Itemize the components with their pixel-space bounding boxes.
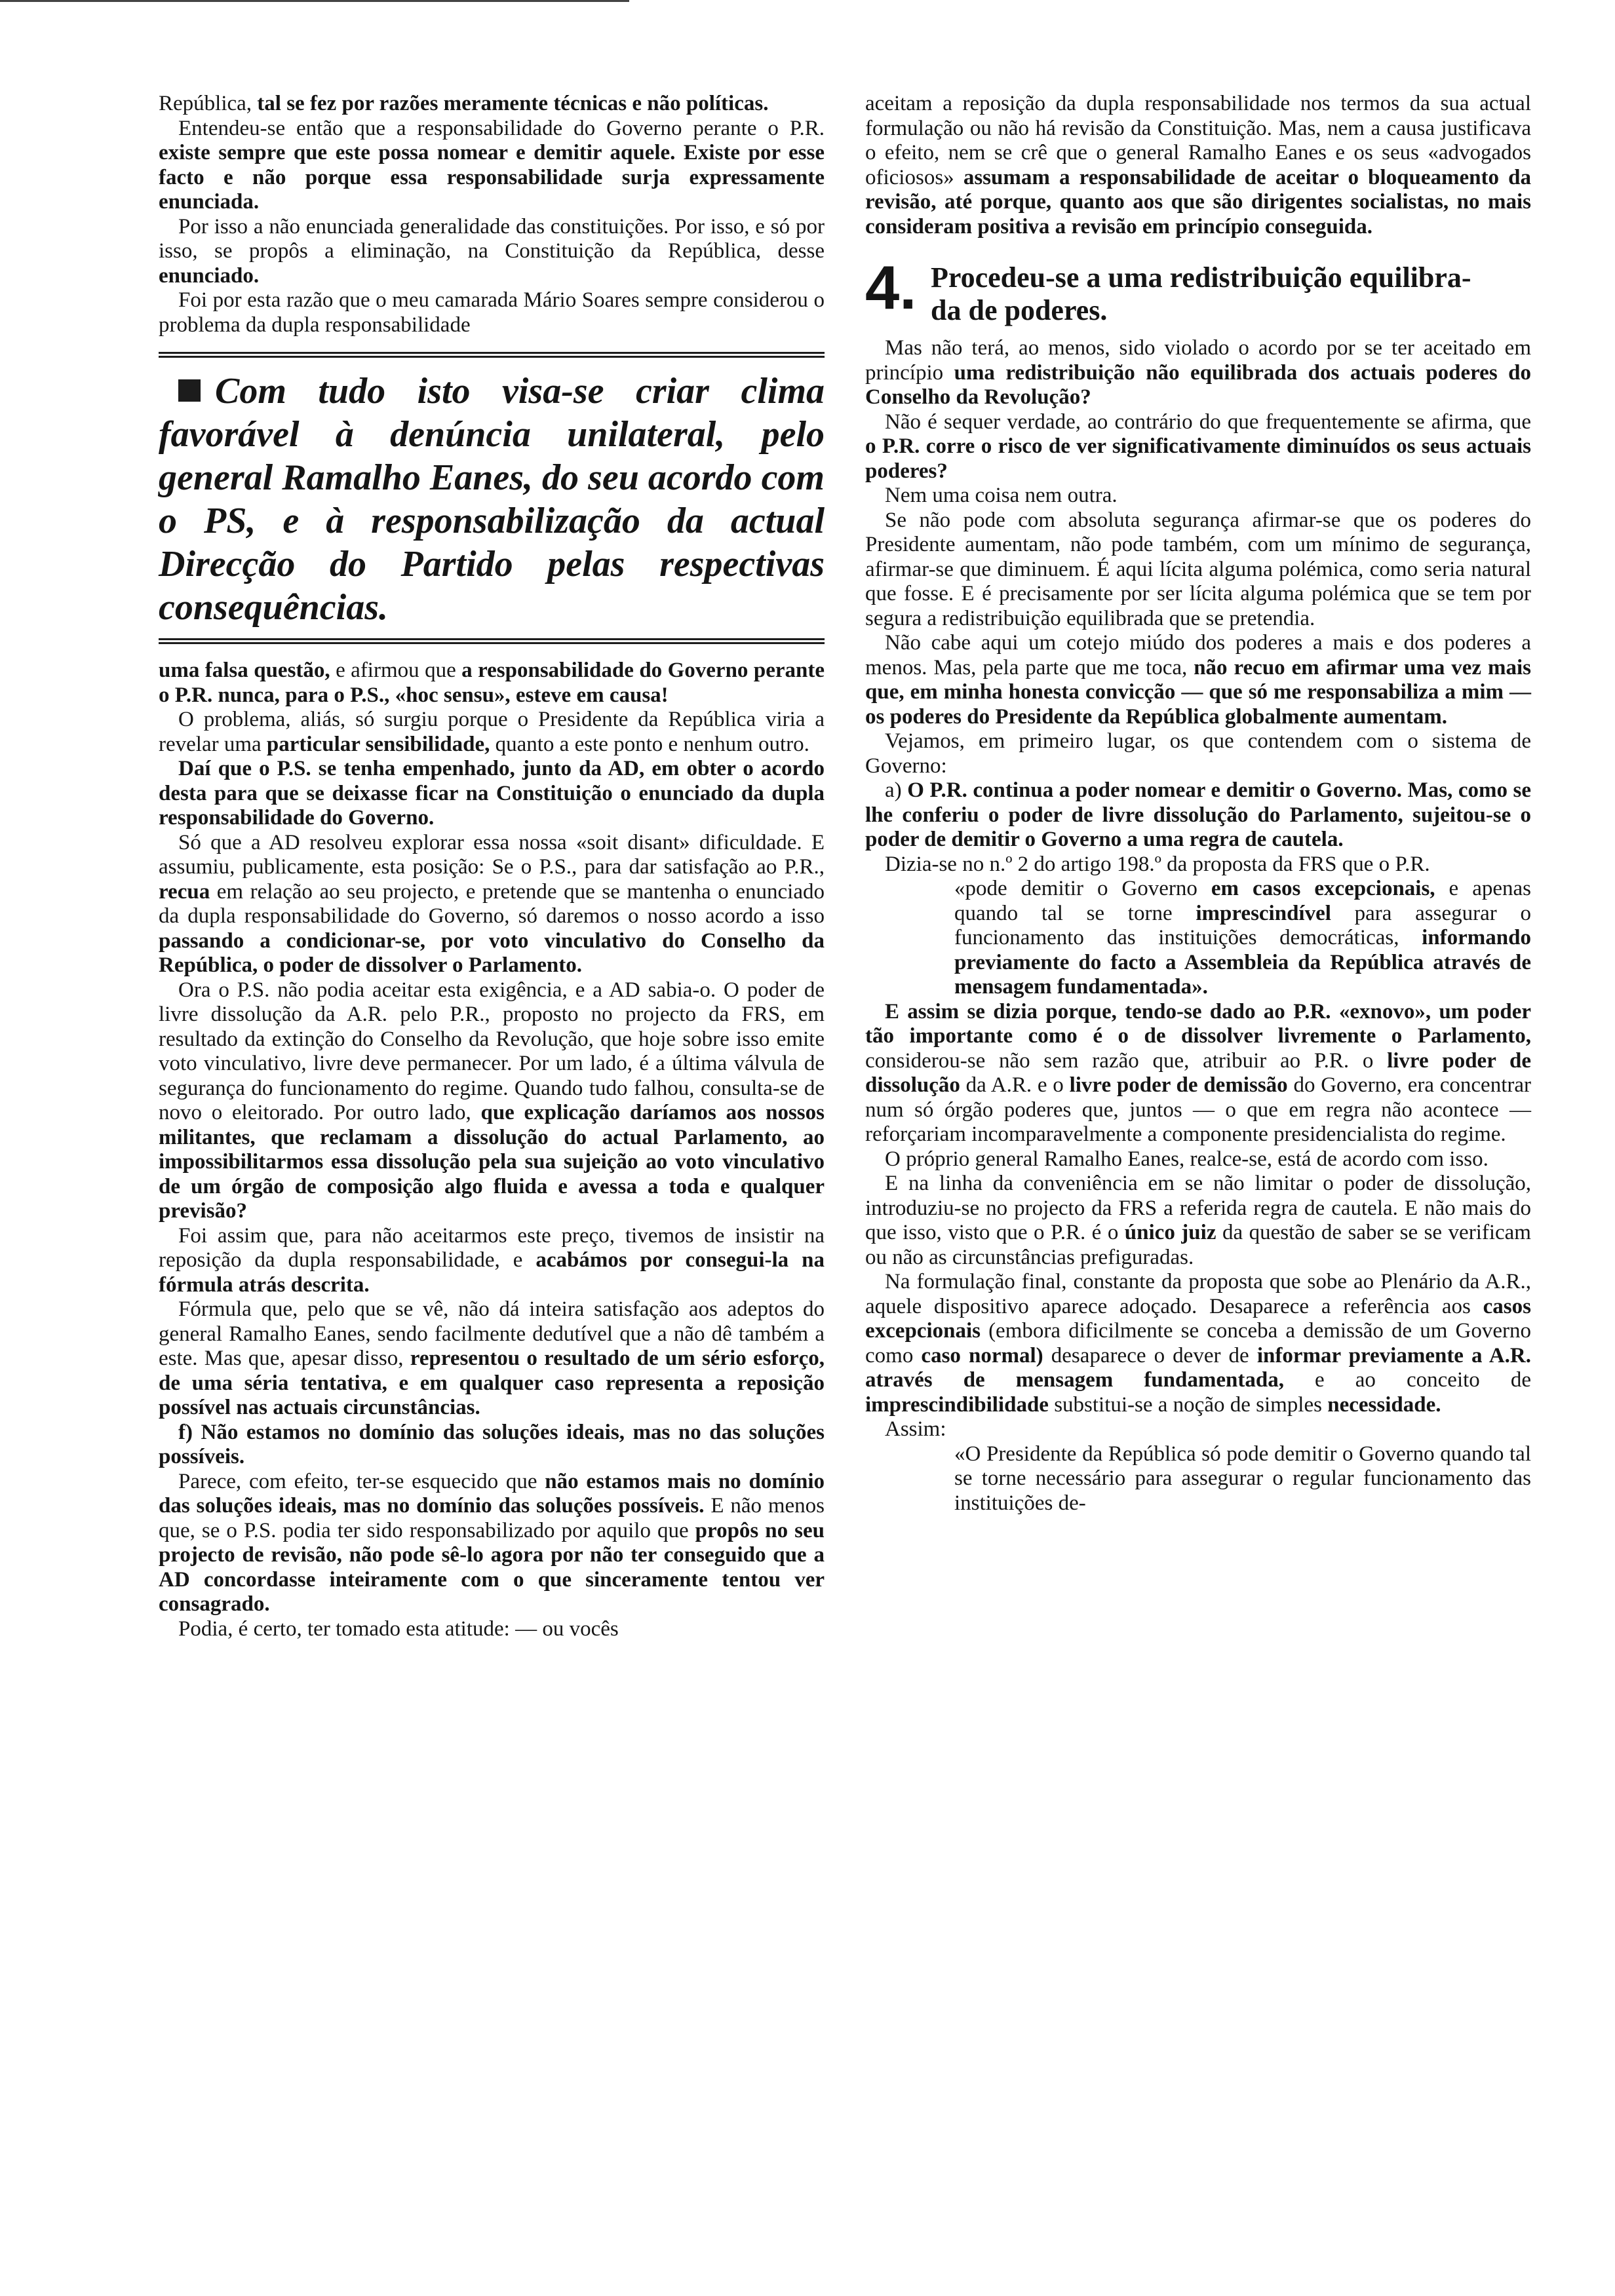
text-run: quanto a este ponto e nenhum outro.: [490, 732, 809, 756]
text-run: aceitam a reposição da dupla responsabilidade nos termos da sua actual formulação ou não há revisão da Constituição. Mas, nem a causa justificava o efeito, nem se crê que o general Ramalho Eanes e os seus «advogados oficiosos»: [865, 92, 1531, 189]
paragraph: [865, 729, 1531, 778]
text-run: Na formulação final, constante da proposta que sobe ao Plenário da A.R., aquele dispositivo aparece adoçado. Desaparece a referência aos: [865, 1270, 1531, 1318]
bold-text-run: não estamos mais no domínio das soluções ideais, mas no domínio das soluções possíveis.: [159, 1469, 825, 1518]
bold-text-run: representou o resultado de um sério esforço, de uma séria tentativa, e em qualquer caso representa a reposição possível nas actuais circunstâncias.: [159, 1347, 825, 1419]
text-run: Nem uma coisa nem outra.: [885, 484, 1118, 507]
bold-text-run: particular sensibilidade,: [266, 732, 490, 756]
bold-text-run: tal se fez por razões meramente técnicas e não políticas.: [257, 92, 769, 115]
text-run: e afirmou que: [336, 659, 462, 682]
bold-text-run: a responsabilidade do Governo perante o P.R. nunca, para o P.S., «hoc sensu», esteve em causa!: [159, 659, 825, 707]
block-quote: [954, 877, 1531, 1000]
section-title-line: da de poderes.: [931, 294, 1108, 326]
bold-text-run: passando a condicionar-se, por voto vinculativo do Conselho da República, o poder de dissolver o Parlamento.: [159, 928, 825, 977]
text-run: e apenas quando tal se torne: [954, 877, 1531, 925]
text-run: O próprio general Ramalho Eanes, realce-se, está de acordo com isso.: [885, 1147, 1489, 1171]
bold-text-run: Daí que o P.S. se tenha empenhado, junto da AD, em obter o acordo desta para que se deixasse ficar na Constituição o enunciado da dupla responsabilidade do Governo.: [159, 757, 825, 830]
section-heading: [865, 253, 1531, 330]
left-column: [159, 92, 825, 1641]
paragraph: [865, 852, 1531, 877]
text-run: Foi por esta razão que o meu camarada Mário Soares sempre considerou o problema da dupla responsabilidade: [159, 288, 825, 337]
paragraph: [865, 92, 1531, 239]
text-run: Fórmula que, pelo que se vê, não dá inteira satisfação aos adeptos do general Ramalho Eanes, sendo facilmente dedutível que a não dê também a este. Mas que, apesar disso,: [159, 1297, 825, 1370]
paragraph: [159, 659, 825, 708]
paragraph: [865, 410, 1531, 484]
bold-text-run: imprescindibilidade: [865, 1392, 1049, 1417]
paragraph: [865, 484, 1531, 508]
bold-text-run: O P.R. continua a poder nomear e demitir o Governo. Mas, como se lhe conferiu o poder de livre dissolução do Parlamento, sujeitou-se o poder de demitir o Governo a uma regra de cautela.: [865, 778, 1531, 851]
bold-text-run: que explicação daríamos aos nossos militantes, que reclamam a dissolução do actual Parlamento, ao impossibilitarmos essa dissolução pela sua sujeição ao voto vinculativo de um órgão de composição algo fluida e avessa a toda e qualquer previsão?: [159, 1101, 825, 1223]
paragraph: [865, 1270, 1531, 1417]
paragraph: [865, 1417, 1531, 1442]
text-run: Não é sequer verdade, ao contrário do que frequentemente se afirma, que: [885, 410, 1531, 434]
bold-text-run: imprescindível: [1196, 901, 1331, 925]
paragraph: [865, 336, 1531, 410]
paragraph: [865, 631, 1531, 729]
paragraph: [159, 757, 825, 831]
text-run: República,: [159, 92, 258, 115]
paragraph: [865, 778, 1531, 852]
text-run: E na linha da conveniência em se não limitar o poder de dissolução, introduziu-se no projecto da FRS a referida regra de cautela. E não mais do que isso, visto que o P.R. é o: [865, 1172, 1531, 1244]
right-column: [865, 92, 1531, 1516]
bold-text-run: existe sempre que este possa nomear e demitir aquele. Existe por esse facto e não porque essa responsabilidade surja expressamente enunciada.: [159, 141, 825, 214]
bold-text-run: recua: [159, 879, 210, 904]
bold-text-run: necessidade.: [1327, 1392, 1441, 1417]
text-run: Mas não terá, ao menos, sido violado o acordo por se ter aceitado em princípio: [865, 336, 1531, 385]
bold-text-run: informar previamente a A.R. através de mensagem fundamentada,: [865, 1343, 1531, 1392]
text-run: Podia, é certo, ter tomado esta atitude: — ou vocês: [178, 1617, 619, 1641]
text-run: Ora o P.S. não podia aceitar esta exigência, e a AD sabia-o. O poder de livre dissolução da A.R. pelo P.R., proposto no projecto da FRS, em resultado da extinção do Conselho da Revolução, que hoje sobre isso emite voto vinculativo, livre deve permanecer. Por um lado, é a última válvula de segurança do funcionamento do regime. Quando tudo falhou, consulta-se de novo o eleitorado. Por outro lado,: [159, 978, 825, 1124]
paragraph: [865, 1000, 1531, 1147]
pull-quote: [159, 352, 825, 644]
paragraph: [159, 978, 825, 1224]
bold-text-run: único juiz: [1124, 1221, 1216, 1244]
paragraph: [159, 1470, 825, 1617]
top-rule: [0, 0, 629, 2]
paragraph: [159, 288, 825, 337]
text-run: Se não pode com absoluta segurança afirmar-se que os poderes do Presidente aumentam, não pode também, com um mínimo de segurança, afirmar-se que diminuem. É aqui lícita alguma polémica, como seria natural que fosse. E é precisamente por ser lícita alguma polémica que se tem por segura a redistribuição equilibrada que se pretendia.: [865, 508, 1531, 630]
text-run: da A.R. e o: [960, 1073, 1070, 1097]
text-run: Assim:: [885, 1417, 946, 1441]
paragraph: [159, 708, 825, 757]
text-run: Entendeu-se então que a responsabilidade do Governo perante o P.R.: [178, 116, 825, 140]
text-run: e ao conceito de: [1283, 1368, 1531, 1392]
text-run: Dizia-se no n.º 2 do artigo 198.º da proposta da FRS que o P.R.: [885, 852, 1430, 876]
section-number: 4.: [865, 253, 917, 322]
text-run: considerou-se não sem razão que, atribuir ao P.R. o: [865, 1048, 1388, 1073]
bold-text-run: E assim se dizia porque, tendo-se dado ao P.R. «exnovo», um poder tão importante como é o de dissolver livremente o Parlamento,: [865, 999, 1531, 1048]
text-run: da questão de saber se se verificam ou não as circunstâncias prefiguradas.: [865, 1221, 1531, 1269]
paragraph: [159, 1421, 825, 1470]
paragraph: [159, 92, 825, 117]
paragraph: [865, 1172, 1531, 1270]
paragraph: [159, 1617, 825, 1642]
text-run: «O Presidente da República só pode demitir o Governo quando tal se torne necessário para assegurar o regular funcionamento das instituições de-: [954, 1442, 1531, 1515]
bold-text-run: caso normal): [921, 1343, 1043, 1368]
paragraph: [865, 508, 1531, 632]
section-title: [931, 261, 1471, 327]
bold-text-run: uma falsa questão,: [159, 659, 336, 682]
bold-text-run: assumam a responsabilidade de aceitar o bloqueamento da revisão, até porque, quanto aos que são dirigentes socialistas, no mais consideram positiva a revisão em princípio conseguida.: [865, 165, 1531, 239]
paragraph: [159, 1224, 825, 1298]
text-run: Vejamos, em primeiro lugar, os que contendem com o sistema de Governo:: [865, 729, 1531, 778]
text-run: Por isso a não enunciada generalidade das constituições. Por isso, e só por isso, se propôs a eliminação, na Constituição da República, desse: [159, 214, 825, 263]
bold-text-run: em casos excepcionais,: [1211, 877, 1435, 900]
text-run: substitui-se a noção de simples: [1048, 1392, 1328, 1417]
block-quote: [954, 1442, 1531, 1516]
text-run: E não menos que, se o P.S. podia ter sido responsabilizado por aquilo que: [159, 1494, 825, 1542]
bold-text-run: propôs no seu projecto de revisão, não pode sê-lo agora por não ter conseguido que a AD concordasse inteiramente com o que sinceramente tentou ver consagrado.: [159, 1518, 825, 1616]
paragraph: [865, 1147, 1531, 1172]
text-run: a): [885, 778, 908, 802]
text-run: Não cabe aqui um cotejo miúdo dos poderes a mais e dos poderes a menos. Mas, pela parte que me toca,: [865, 631, 1531, 679]
bold-text-run: o P.R. corre o risco de ver significativamente diminuídos os seus actuais poderes?: [865, 434, 1531, 483]
bold-text-run: casos excepcionais: [865, 1294, 1531, 1343]
text-run: em relação ao seu projecto, e pretende que se mantenha o enunciado da dupla responsabilidade do Governo, só daremos o nosso acordo a isso: [159, 879, 825, 928]
paragraph: [159, 831, 825, 978]
bold-text-run: não recuo em afirmar uma vez mais que, em minha honesta convicção — que só me responsabiliza a mim — os poderes do Presidente da República globalmente aumentam.: [865, 655, 1532, 729]
bold-text-run: f) Não estamos no domínio das soluções ideais, mas no das soluções possíveis.: [159, 1420, 825, 1468]
text-run: Só que a AD resolveu explorar essa nossa «soit disant» dificuldade. E assumiu, publicamente, esta posição: Se o P.S., para dar satisfação ao P.R.,: [159, 830, 825, 879]
bold-text-run: livre poder de demissão: [1069, 1073, 1288, 1097]
bold-text-run: acabámos por consegui-la na fórmula atrás descrita.: [159, 1248, 825, 1297]
text-run: (embora dificilmente se conceba a demissão de um Governo como: [865, 1319, 1531, 1368]
text-run: Foi assim que, para não aceitarmos este preço, tivemos de insistir na reposição da dupla responsabilidade, e: [159, 1223, 825, 1272]
text-run: Parece, com efeito, ter-se esquecido que: [178, 1469, 545, 1493]
square-bullet-icon: [178, 379, 201, 402]
text-run: desaparece o dever de: [1043, 1343, 1257, 1368]
paragraph: [159, 117, 825, 215]
bold-text-run: enunciado.: [159, 263, 260, 288]
bold-text-run: uma redistribuição não equilibrada dos actuais poderes do Conselho da Revolução?: [865, 360, 1531, 409]
section-title-line: Procedeu-se a uma redistribuição equilibra-: [931, 261, 1471, 294]
paragraph: [159, 1297, 825, 1421]
text-run: para assegurar o funcionamento das instituições democráticas,: [954, 901, 1531, 949]
bold-text-run: livre poder de dissolução: [865, 1048, 1531, 1097]
paragraph: [159, 215, 825, 289]
text-run: «pode demitir o Governo: [954, 877, 1211, 900]
text-run: O problema, aliás, só surgiu porque o Presidente da República viria a revelar uma: [159, 708, 825, 756]
bold-text-run: informando previamente do facto a Assembleia da República através de mensagem fundamentada».: [954, 926, 1531, 999]
text-run: do Governo, era concentrar num só órgão poderes que, juntos — o que em regra não acontece — reforçariam incomparavelmente a componente presidencialista do regime.: [865, 1073, 1531, 1146]
pull-quote-text: Com tudo isto visa-se criar clima favorável à denúncia unilateral, pelo general Ramalho Eanes, do seu acordo com o PS, e à responsabilização da actual Direcção do Partido pelas respectivas consequências.: [159, 371, 825, 628]
